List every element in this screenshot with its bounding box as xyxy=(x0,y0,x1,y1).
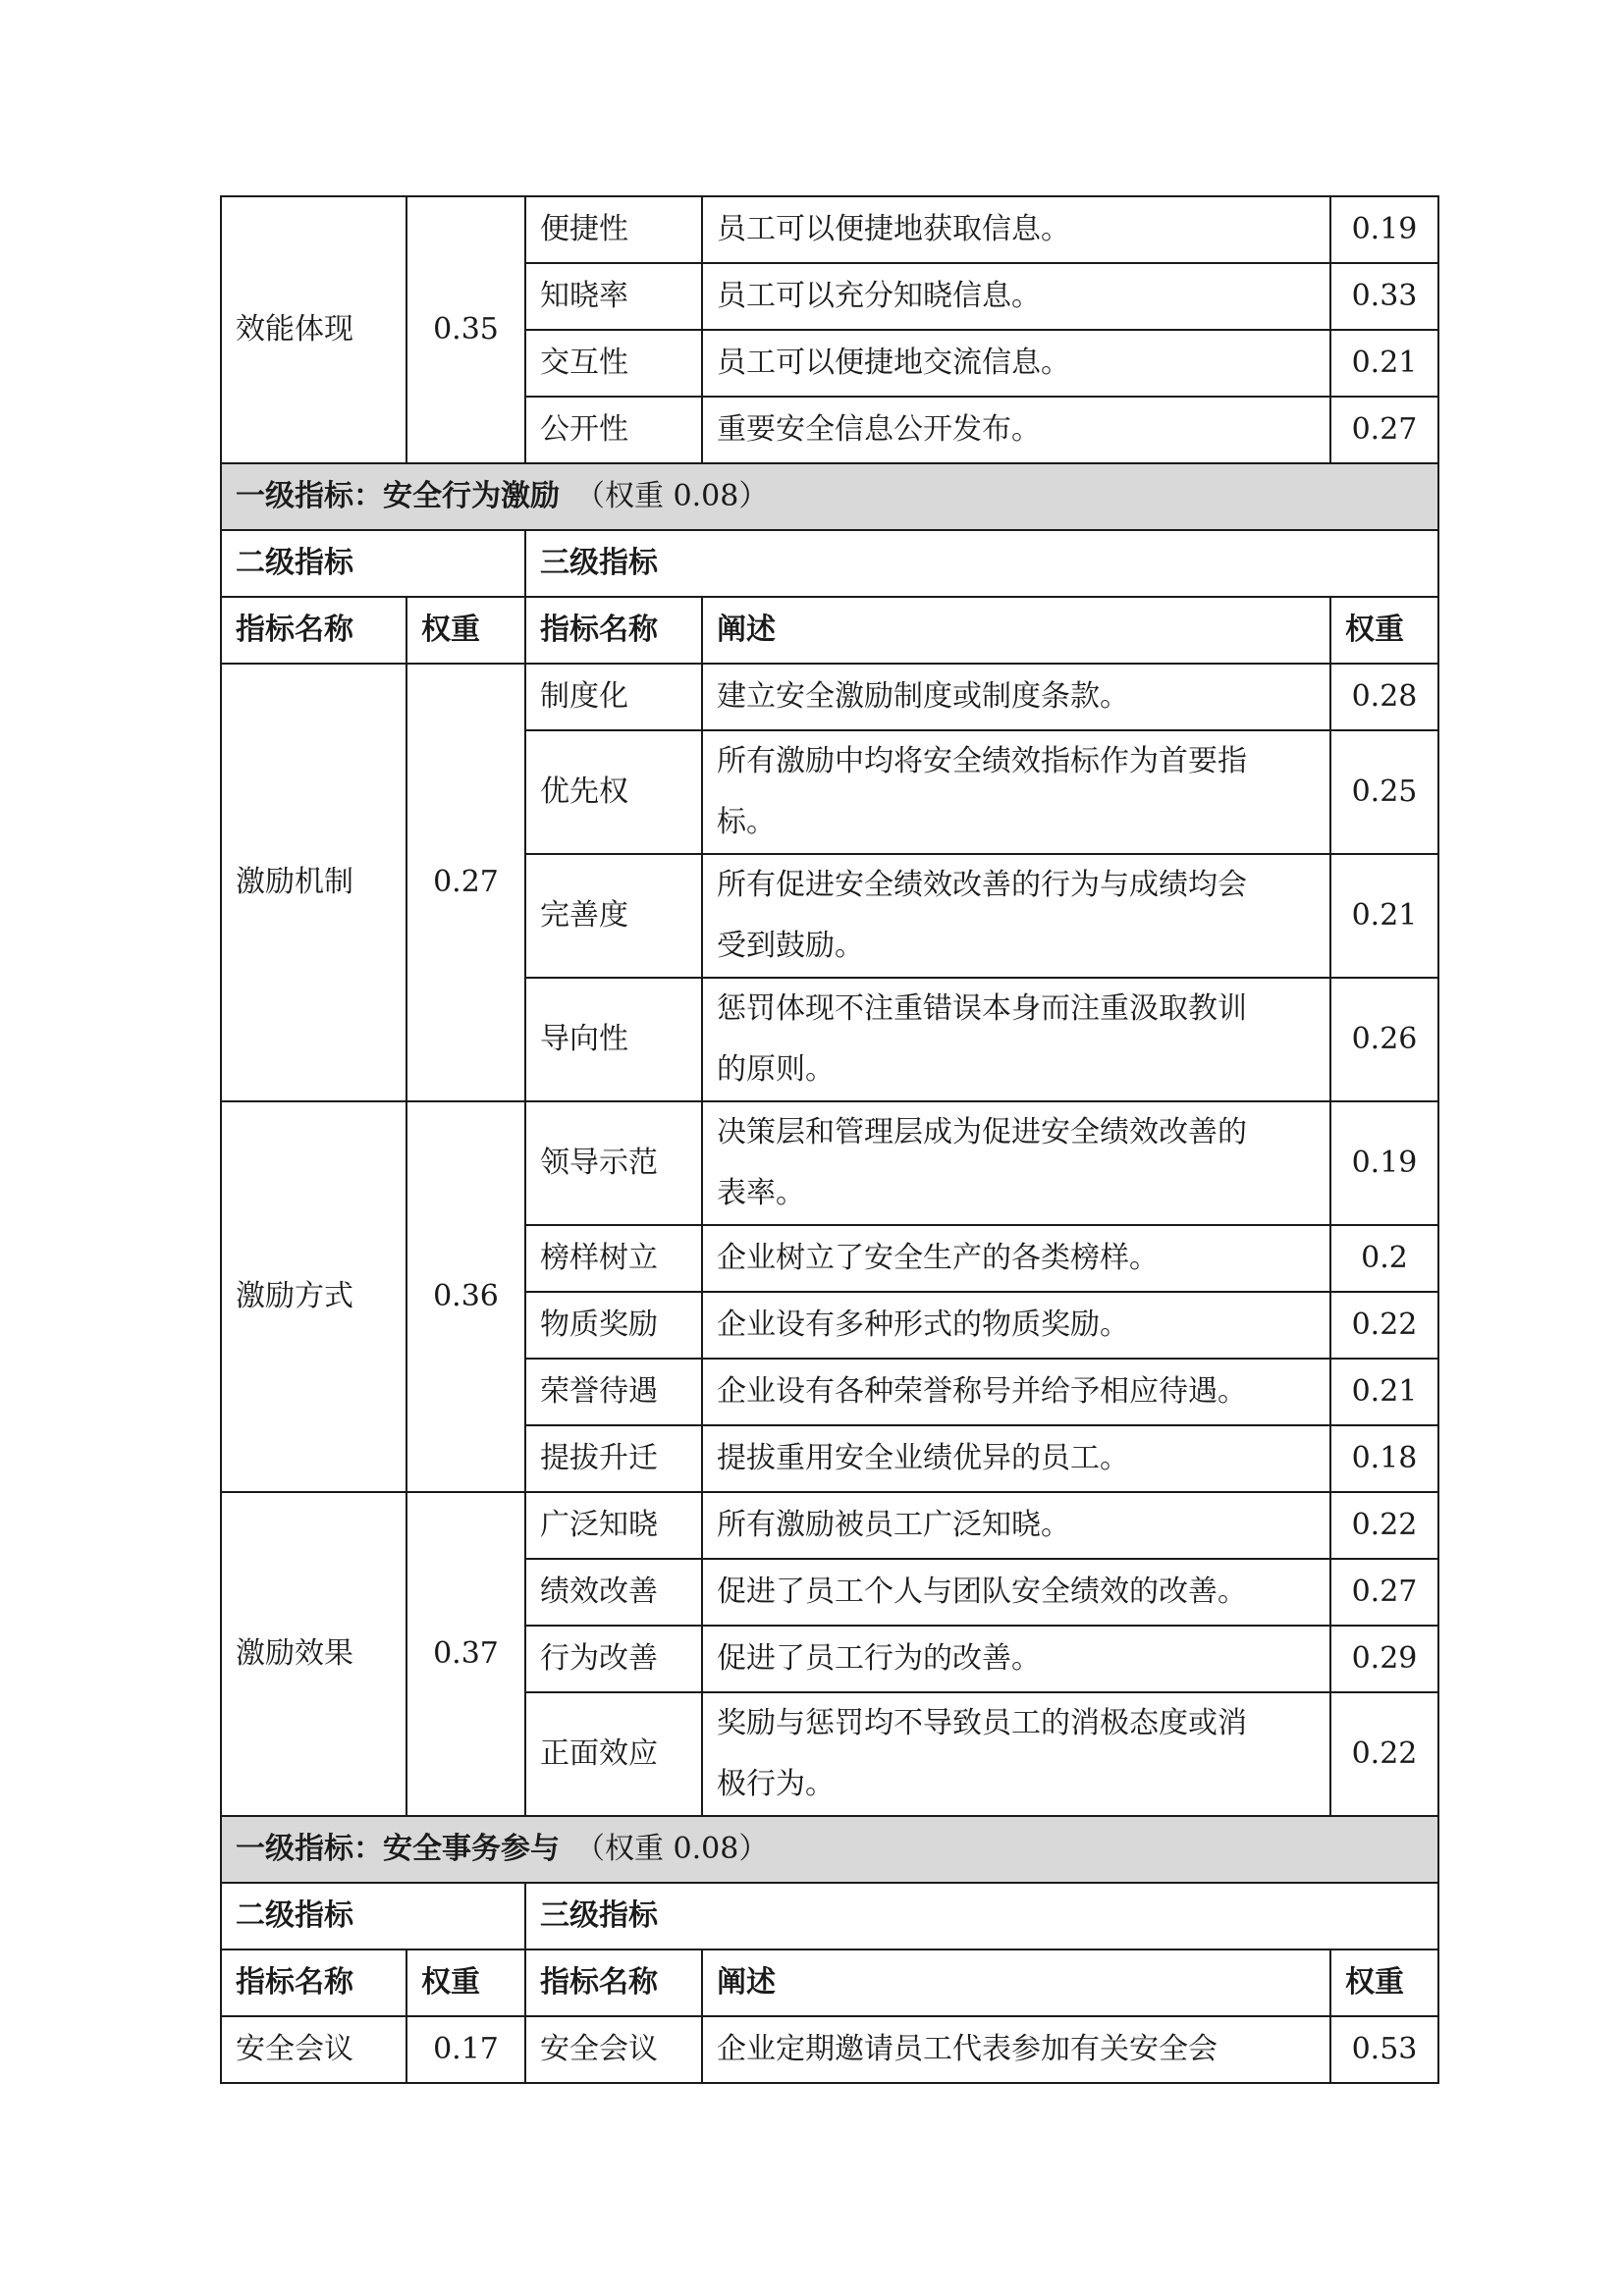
l3-desc-cell: 重要安全信息公开发布。 xyxy=(702,397,1330,463)
l3-weight-cell: 0.18 xyxy=(1330,1425,1438,1492)
l2-name-cell: 激励方式 xyxy=(221,1101,406,1492)
level-header-row xyxy=(221,1883,1438,1949)
level-header-row xyxy=(221,530,1438,597)
l3-weight-cell: 0.22 xyxy=(1330,1292,1438,1359)
col-header-weight3: 权重 xyxy=(1330,597,1438,664)
l3-desc-cell: 促进了员工个人与团队安全绩效的改善。 xyxy=(702,1559,1330,1626)
level1-weight: （权重 0.08） xyxy=(575,1832,769,1866)
l3-weight-cell: 0.21 xyxy=(1330,330,1438,397)
table-row xyxy=(221,664,1438,730)
l3-desc-cell: 员工可以充分知晓信息。 xyxy=(702,263,1330,330)
desc-line: 受到鼓励。 xyxy=(717,929,864,963)
desc-line: 标。 xyxy=(717,805,776,839)
l3-weight-cell: 0.21 xyxy=(1330,1359,1438,1425)
l2-weight-cell: 0.27 xyxy=(406,664,525,1101)
col-header-name: 指标名称 xyxy=(221,1949,406,2016)
col-header-desc: 阐述 xyxy=(702,597,1330,664)
level1-header-row xyxy=(221,1816,1438,1883)
l3-name-cell: 荣誉待遇 xyxy=(525,1359,702,1425)
desc-line: 表率。 xyxy=(717,1176,805,1210)
l2-weight-cell: 0.35 xyxy=(406,196,525,463)
col-header-weight: 权重 xyxy=(406,1949,525,2016)
indicator-table xyxy=(220,195,1439,2084)
table-row xyxy=(221,196,1438,263)
col-header-name3: 指标名称 xyxy=(525,597,702,664)
level1-title: 一级指标：安全行为激励 xyxy=(236,479,560,513)
l3-name-cell: 优先权 xyxy=(525,730,702,854)
l3-weight-cell: 0.19 xyxy=(1330,1101,1438,1225)
l2-weight-cell: 0.37 xyxy=(406,1492,525,1816)
level1-weight: （权重 0.08） xyxy=(575,479,769,513)
l3-desc-cell xyxy=(702,730,1330,854)
l3-weight-cell: 0.19 xyxy=(1330,196,1438,263)
l3-weight-cell: 0.27 xyxy=(1330,397,1438,463)
l3-name-cell: 安全会议 xyxy=(525,2016,702,2083)
l3-name-cell: 正面效应 xyxy=(525,1692,702,1816)
level1-header xyxy=(221,463,1438,530)
l3-desc-cell: 建立安全激励制度或制度条款。 xyxy=(702,664,1330,730)
l3-weight-cell: 0.29 xyxy=(1330,1626,1438,1692)
l3-name-cell: 榜样树立 xyxy=(525,1225,702,1292)
level1-header-row xyxy=(221,463,1438,530)
l3-desc-cell: 所有激励被员工广泛知晓。 xyxy=(702,1492,1330,1559)
l3-desc-cell: 提拔重用安全业绩优异的员工。 xyxy=(702,1425,1330,1492)
l3-name-cell: 领导示范 xyxy=(525,1101,702,1225)
l3-desc-cell xyxy=(702,1101,1330,1225)
l3-name-cell: 知晓率 xyxy=(525,263,702,330)
l3-weight-cell: 0.22 xyxy=(1330,1492,1438,1559)
l2-name-cell: 激励机制 xyxy=(221,664,406,1101)
col-header-weight: 权重 xyxy=(406,597,525,664)
l3-desc-cell xyxy=(702,1692,1330,1816)
desc-line: 奖励与惩罚均不导致员工的消极态度或消 xyxy=(717,1706,1247,1740)
l3-name-cell: 导向性 xyxy=(525,978,702,1101)
l3-name-cell: 制度化 xyxy=(525,664,702,730)
desc-line: 所有促进安全绩效改善的行为与成绩均会 xyxy=(717,868,1247,902)
l3-name-cell: 绩效改善 xyxy=(525,1559,702,1626)
l3-desc-cell xyxy=(702,854,1330,978)
l3-name-cell: 交互性 xyxy=(525,330,702,397)
l3-weight-cell: 0.33 xyxy=(1330,263,1438,330)
table-row xyxy=(221,1101,1438,1225)
desc-line: 决策层和管理层成为促进安全绩效改善的 xyxy=(717,1115,1247,1149)
table-row xyxy=(221,1492,1438,1559)
col-header-weight3: 权重 xyxy=(1330,1949,1438,2016)
level2-header: 二级指标 xyxy=(221,1883,525,1949)
l2-weight-cell: 0.36 xyxy=(406,1101,525,1492)
l3-desc-cell: 员工可以便捷地交流信息。 xyxy=(702,330,1330,397)
table-row xyxy=(221,2016,1438,2083)
l3-desc-cell: 企业树立了安全生产的各类榜样。 xyxy=(702,1225,1330,1292)
l3-weight-cell: 0.21 xyxy=(1330,854,1438,978)
l3-name-cell: 行为改善 xyxy=(525,1626,702,1692)
l3-desc-cell: 企业设有各种荣誉称号并给予相应待遇。 xyxy=(702,1359,1330,1425)
l3-desc-cell: 促进了员工行为的改善。 xyxy=(702,1626,1330,1692)
desc-line: 极行为。 xyxy=(717,1767,835,1801)
level2-header: 二级指标 xyxy=(221,530,525,597)
level1-title: 一级指标：安全事务参与 xyxy=(236,1832,560,1866)
l3-name-cell: 物质奖励 xyxy=(525,1292,702,1359)
level1-header xyxy=(221,1816,1438,1883)
l3-desc-cell: 企业设有多种形式的物质奖励。 xyxy=(702,1292,1330,1359)
l3-name-cell: 便捷性 xyxy=(525,196,702,263)
l3-weight-cell: 0.25 xyxy=(1330,730,1438,854)
l3-desc-cell: 员工可以便捷地获取信息。 xyxy=(702,196,1330,263)
col-header-desc: 阐述 xyxy=(702,1949,1330,2016)
l2-name-cell: 激励效果 xyxy=(221,1492,406,1816)
l3-weight-cell: 0.28 xyxy=(1330,664,1438,730)
l3-name-cell: 完善度 xyxy=(525,854,702,978)
col-header-name3: 指标名称 xyxy=(525,1949,702,2016)
l3-desc-cell: 企业定期邀请员工代表参加有关安全会 xyxy=(702,2016,1330,2083)
level3-header: 三级指标 xyxy=(525,1883,1438,1949)
l3-weight-cell: 0.53 xyxy=(1330,2016,1438,2083)
l3-name-cell: 公开性 xyxy=(525,397,702,463)
l3-weight-cell: 0.22 xyxy=(1330,1692,1438,1816)
desc-line: 的原则。 xyxy=(717,1052,835,1087)
column-header-row xyxy=(221,1949,1438,2016)
l2-name-cell: 效能体现 xyxy=(221,196,406,463)
level3-header: 三级指标 xyxy=(525,530,1438,597)
l2-weight-cell: 0.17 xyxy=(406,2016,525,2083)
desc-line: 惩罚体现不注重错误本身而注重汲取教训 xyxy=(717,991,1247,1026)
col-header-name: 指标名称 xyxy=(221,597,406,664)
column-header-row xyxy=(221,597,1438,664)
desc-line: 所有激励中均将安全绩效指标作为首要指 xyxy=(717,744,1247,778)
l3-name-cell: 提拔升迁 xyxy=(525,1425,702,1492)
l3-weight-cell: 0.2 xyxy=(1330,1225,1438,1292)
l3-desc-cell xyxy=(702,978,1330,1101)
l3-name-cell: 广泛知晓 xyxy=(525,1492,702,1559)
l2-name-cell: 安全会议 xyxy=(221,2016,406,2083)
l3-weight-cell: 0.26 xyxy=(1330,978,1438,1101)
l3-weight-cell: 0.27 xyxy=(1330,1559,1438,1626)
